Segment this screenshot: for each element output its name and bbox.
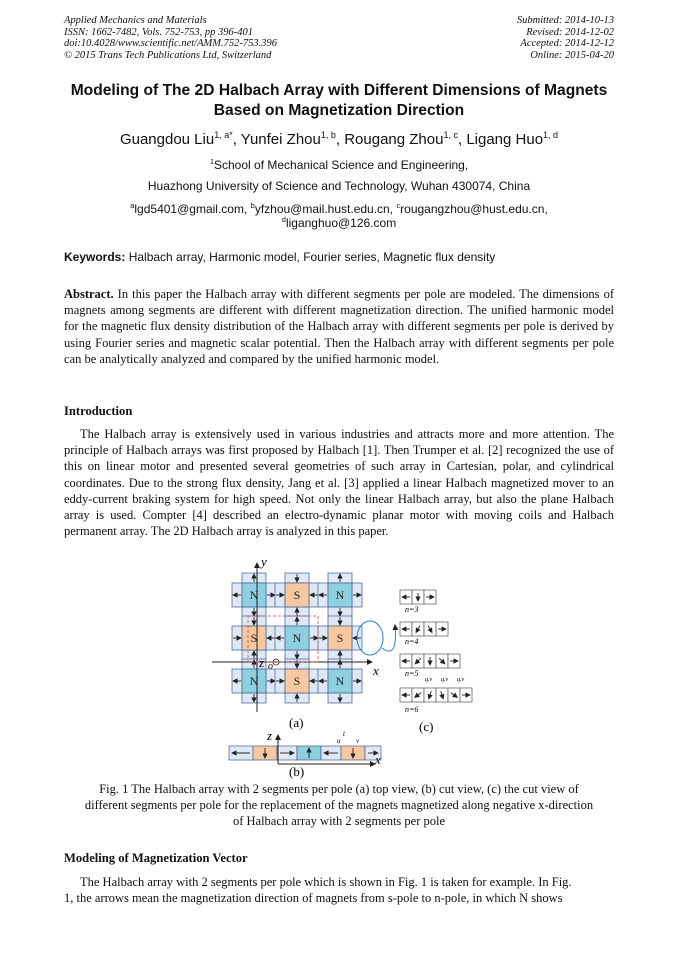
figure-caption [55, 781, 623, 830]
date-online: Online: 2015-04-20 [530, 49, 614, 61]
abstract-text: In this paper the Halbach array with different segments per pole are modeled. The dimensions of magnets among segments are different with different magnetization direction. The unified harmonic model for the magnetic flux density distribution of the Halbach array with different segments per pole is derived by using Fourier series and magnetic scalar potential. Then the Halbach array with different segments per pole can be analytically analyzed and compared by the unified harmonic model. [64, 287, 614, 366]
dim-t-label: t [343, 730, 345, 738]
cut-axis-x-label: x [375, 752, 381, 767]
author-name: Rougang Zhou [344, 131, 444, 148]
author-sup: 1, d [543, 130, 559, 140]
pole-label: N [335, 588, 345, 602]
date-submitted: Submitted: 2014-10-13 [516, 15, 614, 26]
date-accepted: Accepted: 2014-12-12 [520, 38, 614, 50]
modeling-line-1: The Halbach array with 2 segments per pole which is shown in Fig. 1 is taken for example. In Fig. [80, 875, 572, 889]
pole-label: N [335, 674, 345, 688]
email-link[interactable]: yfzhou@mail.hust.edu.cn, [254, 202, 397, 216]
affiliation-sup: 1 [209, 157, 214, 166]
keywords-label: Keywords: [64, 250, 126, 264]
caption-line-2: different segments per pole for the replacement of the magnets magnetized along negative x-direction [84, 798, 594, 813]
dim-q-label: q.v [425, 677, 433, 683]
origin-label: o [268, 661, 273, 672]
date-revised: Revised: 2014-12-02 [526, 26, 614, 38]
pole-label: S [336, 631, 344, 645]
fig-label-b: (b) [289, 764, 305, 779]
email-link[interactable]: lgd5401@gmail.com, [134, 202, 251, 216]
journal-name: Applied Mechanics and Materials [64, 15, 207, 26]
magnify-arrow [382, 625, 395, 651]
email-sup: a [130, 201, 135, 210]
fig-label-c: (c) [419, 719, 434, 734]
dim-u-label: u [337, 737, 341, 745]
email-sup: d [281, 215, 286, 224]
affiliation-school: School of Mechanical Science and Engineering, [214, 158, 469, 172]
email-link[interactable]: liganghuo@126.com [285, 216, 397, 230]
dim-q-label: q.v [441, 677, 449, 683]
author-sup: 1, a* [214, 130, 233, 140]
n-label: n=3 [405, 605, 419, 614]
author-sep: , [457, 131, 467, 148]
author-name: Guangdou Liu [119, 131, 215, 148]
n-label: n=4 [405, 637, 419, 646]
journal-copyright: © 2015 Trans Tech Publications Ltd, Switzerland [64, 49, 272, 61]
keywords-text: Halbach array, Harmonic model, Fourier series, Magnetic flux density [125, 250, 496, 264]
n-label: n=6 [405, 705, 419, 714]
pole-label: N [249, 588, 259, 602]
author-name: Yunfei Zhou [240, 131, 321, 148]
modeling-line-2: 1, the arrows mean the magnetization direction of magnets from s-pole to n-pole, in which N shows [64, 891, 563, 905]
dim-q-label: q.v [457, 677, 465, 683]
caption-line-1: Fig. 1 The Halbach array with 2 segments per pole (a) top view, (b) cut view, (c) the cut view of [99, 782, 579, 796]
n-label: n=5 [405, 669, 419, 678]
pole-label: N [249, 674, 259, 688]
journal-issn: ISSN: 1662-7482, Vols. 752-753, pp 396-401 [64, 26, 253, 38]
title-line-1: Modeling of The 2D Halbach Array with Different Dimensions of Magnets [70, 82, 608, 99]
affiliation-line-2: Huazhong University of Science and Technology, Wuhan 430074, China [147, 179, 531, 193]
author-sup: 1, b [320, 130, 336, 140]
email-link[interactable]: rougangzhou@hust.edu.cn, [400, 202, 548, 216]
abstract-label: Abstract. [64, 287, 114, 301]
title-line-2: Based on Magnetization Direction [213, 101, 465, 119]
journal-doi: doi:10.4028/www.scientific.net/AMM.752-753.396 [64, 38, 277, 50]
pole-label: N [292, 631, 302, 645]
axis-y-label: y [261, 554, 267, 569]
caption-line-3: of Halbach array with 2 segments per pole [232, 814, 446, 829]
pole-label: S [250, 631, 258, 645]
email-sup: b [250, 201, 255, 210]
top-view-grid [232, 573, 362, 703]
author-sep: , [232, 131, 241, 148]
pole-label: S [293, 674, 301, 688]
introduction-text: The Halbach array is extensively used in various industries and attracts more and more attention. The principle of Halbach arrays was first proposed by Halbach [1]. Then Trumper et al. [2] recognized the use of this on linear motor and presented several geometries of such array in Cartesian, polar, and cylindrical coordinates. Due to the strong flux density, Jang et al. [3] applied a linear Halbach magnetized mover to an eddy-current braking system for high speed. Not only the linear Halbach array, but also the plane Halbach array is used. Compter [4] described an electro-dynamic planar motor with moving coils and Halbach permanent array. The 2D Halbach array is analyzed in this paper. [64, 427, 614, 539]
cut-axis-z-label: z [267, 728, 273, 743]
axis-z-label: z [259, 655, 265, 670]
cut-view [229, 746, 381, 760]
email-sup: c [396, 201, 401, 210]
author-name: Ligang Huo [466, 131, 544, 148]
dim-v-label: v [356, 737, 360, 745]
modeling-heading: Modeling of Magnetization Vector [64, 851, 248, 865]
introduction-heading: Introduction [64, 404, 133, 418]
pole-label: S [293, 588, 301, 602]
author-sep: , [335, 131, 345, 148]
fig-label-a: (a) [289, 715, 304, 730]
axis-x-label: x [373, 663, 379, 678]
author-sup: 1, c [443, 130, 458, 140]
